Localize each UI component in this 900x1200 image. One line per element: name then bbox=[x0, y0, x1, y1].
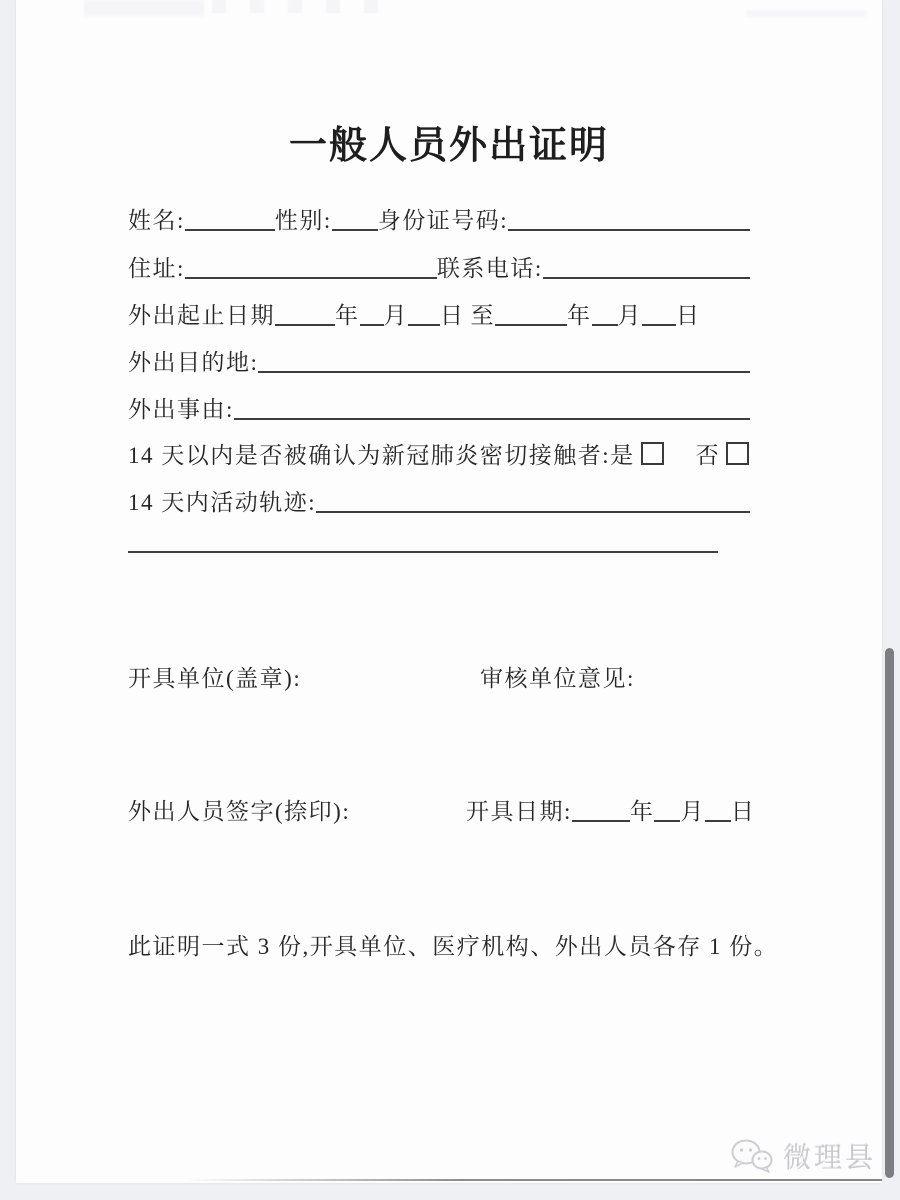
no-checkbox bbox=[726, 442, 749, 465]
month-label: 月 bbox=[617, 303, 642, 328]
year-label: 年 bbox=[567, 303, 592, 328]
review-label: 审核单位意见: bbox=[480, 666, 635, 691]
day-label: 日 bbox=[730, 799, 756, 824]
month-label: 月 bbox=[680, 799, 705, 824]
end-day-blank bbox=[642, 319, 676, 326]
issue-month-blank bbox=[654, 815, 680, 822]
track-blank-line bbox=[316, 506, 750, 513]
row-contact bbox=[128, 252, 750, 286]
watermark bbox=[729, 1136, 876, 1176]
phone-label: 联系电话: bbox=[436, 256, 543, 281]
destination-label: 外出目的地: bbox=[128, 350, 259, 375]
address-blank-line bbox=[185, 272, 437, 279]
wechat-bubbles-icon bbox=[729, 1137, 775, 1175]
gender-blank-line bbox=[332, 224, 378, 231]
issue-day-blank bbox=[705, 815, 731, 822]
footer-note: 此证明一式 3 份,开具单位、医疗机构、外出人员各存 1 份。 bbox=[128, 934, 779, 959]
year-label: 年 bbox=[335, 303, 360, 328]
issue-date-group bbox=[466, 795, 755, 829]
reason-blank-line bbox=[234, 413, 750, 420]
year-label: 年 bbox=[629, 799, 655, 824]
end-month-blank bbox=[592, 319, 618, 326]
signature-label: 外出人员签字(捺印): bbox=[128, 799, 351, 824]
to-label: 至 bbox=[470, 303, 495, 328]
start-month-blank bbox=[360, 319, 384, 326]
issuer-label: 开具单位(盖章): bbox=[128, 666, 302, 691]
end-year-blank bbox=[495, 319, 567, 326]
row-dates bbox=[128, 299, 750, 333]
document-page bbox=[16, 0, 882, 1183]
no-option bbox=[696, 439, 750, 473]
scan-artifact bbox=[84, 0, 204, 16]
watermark-text: 微理县 bbox=[782, 1143, 876, 1174]
row-destination bbox=[128, 346, 750, 380]
row-signature bbox=[128, 795, 756, 829]
close-contact-question: 14 天以内是否被确认为新冠肺炎密切接触者: bbox=[128, 443, 611, 468]
id-number-blank-line bbox=[508, 224, 750, 231]
name-label: 姓名: bbox=[128, 208, 185, 233]
start-year-blank bbox=[275, 319, 335, 326]
day-label: 日 bbox=[440, 303, 465, 328]
yes-option bbox=[610, 439, 664, 473]
scan-artifact bbox=[212, 0, 382, 13]
row-units bbox=[128, 662, 750, 696]
track-continuation-line bbox=[128, 551, 718, 553]
scrollbar-thumb[interactable] bbox=[885, 648, 894, 1178]
reason-label: 外出事由: bbox=[128, 397, 234, 422]
yes-checkbox bbox=[641, 442, 664, 465]
gender-label: 性别: bbox=[274, 208, 332, 233]
month-label: 月 bbox=[383, 303, 408, 328]
row-close-contact bbox=[128, 439, 750, 473]
date-range-label: 外出起止日期 bbox=[128, 303, 275, 328]
issue-date-label: 开具日期: bbox=[466, 799, 572, 824]
day-label: 日 bbox=[676, 303, 701, 328]
scan-artifact bbox=[746, 10, 866, 17]
phone-blank-line bbox=[543, 272, 750, 279]
row-identity bbox=[128, 204, 750, 238]
address-label: 住址: bbox=[128, 256, 185, 281]
no-label: 否 bbox=[695, 443, 721, 468]
page-title: 一般人员外出证明 bbox=[288, 125, 609, 167]
issue-year-blank bbox=[572, 815, 630, 822]
row-reason bbox=[128, 393, 750, 427]
id-number-label: 身份证号码: bbox=[377, 208, 509, 233]
page-bottom-edge bbox=[186, 1179, 882, 1181]
track-label: 14 天内活动轨迹: bbox=[128, 490, 317, 515]
row-track bbox=[128, 486, 750, 520]
name-blank-line bbox=[185, 224, 275, 231]
yes-label: 是 bbox=[610, 443, 635, 468]
start-day-blank bbox=[408, 319, 440, 326]
destination-blank-line bbox=[258, 366, 750, 373]
